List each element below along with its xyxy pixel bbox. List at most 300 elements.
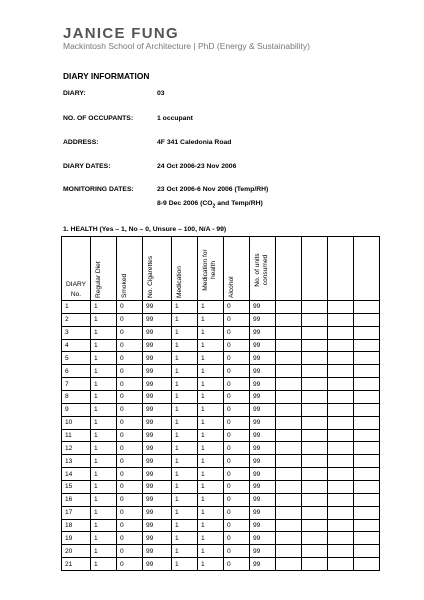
table-cell: 0: [224, 326, 250, 339]
table-cell: [276, 558, 302, 571]
table-row: [62, 493, 380, 506]
table-cell: [276, 313, 302, 326]
table-cell: 1: [172, 403, 198, 416]
table-row: [62, 545, 380, 558]
table-cell: [354, 442, 380, 455]
table-cell: 99: [143, 326, 172, 339]
table-cell: 1: [91, 442, 117, 455]
table-cell: 99: [250, 391, 276, 404]
diary-no-cell: 1: [62, 301, 91, 314]
table-cell: 1: [172, 326, 198, 339]
monitoring-dates-value: 23 Oct 2006-6 Nov 2006 (Temp/RH): [157, 186, 269, 193]
table-cell: [328, 442, 354, 455]
table-row: [62, 378, 380, 391]
table-cell: 0: [224, 558, 250, 571]
table-cell: [276, 493, 302, 506]
table-cell: [302, 391, 328, 404]
table-cell: 0: [117, 339, 143, 352]
table-cell: [276, 545, 302, 558]
table-cell: 99: [250, 506, 276, 519]
table-cell: 1: [172, 468, 198, 481]
table-cell: 99: [143, 365, 172, 378]
table-header-row: [62, 237, 380, 301]
table-cell: 1: [198, 429, 224, 442]
table-cell: [354, 532, 380, 545]
table-cell: 99: [143, 455, 172, 468]
table-cell: 1: [172, 558, 198, 571]
table-cell: [276, 352, 302, 365]
table-cell: 1: [198, 378, 224, 391]
table-cell: 99: [250, 468, 276, 481]
table-row: [62, 429, 380, 442]
table-row: [62, 416, 380, 429]
table-cell: 1: [172, 455, 198, 468]
table-cell: 1: [172, 378, 198, 391]
table-cell: 1: [91, 519, 117, 532]
table-cell: 99: [250, 442, 276, 455]
table-row: [62, 301, 380, 314]
table-cell: [354, 352, 380, 365]
monitoring-dates-label: MONITORING DATES:: [63, 186, 134, 193]
table-row: [62, 352, 380, 365]
table-cell: 99: [250, 365, 276, 378]
occupants-value: 1 occupant: [157, 115, 193, 122]
table-cell: 99: [143, 493, 172, 506]
table-cell: 0: [224, 416, 250, 429]
table-cell: [276, 442, 302, 455]
table-cell: 0: [117, 326, 143, 339]
table-cell: 99: [143, 352, 172, 365]
table-cell: [276, 506, 302, 519]
column-header: Medication: [172, 237, 198, 301]
table-cell: 99: [143, 558, 172, 571]
table-cell: 1: [91, 468, 117, 481]
table-cell: 1: [198, 339, 224, 352]
author-affiliation: Mackintosh School of Architecture | PhD (Energy & Sustainability): [63, 41, 310, 51]
table-row: [62, 506, 380, 519]
table-cell: [328, 301, 354, 314]
table-cell: 1: [198, 391, 224, 404]
table-cell: 0: [117, 545, 143, 558]
table-cell: 1: [91, 545, 117, 558]
table-cell: 0: [224, 442, 250, 455]
table-cell: 99: [143, 391, 172, 404]
table-cell: 99: [250, 519, 276, 532]
table-cell: [328, 365, 354, 378]
table-cell: 0: [117, 506, 143, 519]
table-cell: [302, 403, 328, 416]
table-cell: 1: [172, 391, 198, 404]
table-cell: [328, 532, 354, 545]
table-cell: 1: [91, 378, 117, 391]
table-cell: [276, 532, 302, 545]
diary-no-cell: 18: [62, 519, 91, 532]
table-cell: 99: [250, 352, 276, 365]
table-cell: [302, 455, 328, 468]
table-cell: [302, 558, 328, 571]
column-header: Regular Diet: [91, 237, 117, 301]
occupants-label: NO. OF OCCUPANTS:: [63, 115, 134, 122]
table-cell: [302, 468, 328, 481]
table-cell: 1: [91, 532, 117, 545]
table-cell: 99: [143, 468, 172, 481]
table-cell: [302, 365, 328, 378]
address-label: ADDRESS:: [63, 139, 99, 146]
diary-no-cell: 6: [62, 365, 91, 378]
table-cell: [276, 365, 302, 378]
table-cell: [354, 339, 380, 352]
table-cell: 99: [250, 493, 276, 506]
table-cell: 1: [172, 532, 198, 545]
diary-no-cell: 12: [62, 442, 91, 455]
table-cell: [354, 403, 380, 416]
table-cell: [328, 378, 354, 391]
table-cell: 0: [224, 493, 250, 506]
column-header: [328, 237, 354, 301]
table-cell: 0: [117, 352, 143, 365]
table-cell: [302, 519, 328, 532]
table-cell: 99: [143, 532, 172, 545]
table-cell: 0: [117, 481, 143, 494]
table-cell: 99: [250, 545, 276, 558]
table-cell: 99: [250, 313, 276, 326]
table-cell: 0: [117, 365, 143, 378]
table-cell: [276, 301, 302, 314]
table-cell: 1: [172, 416, 198, 429]
table-cell: 1: [172, 442, 198, 455]
table-cell: 0: [117, 519, 143, 532]
table-cell: 99: [250, 339, 276, 352]
table-cell: 1: [91, 481, 117, 494]
column-header: [354, 237, 380, 301]
table-cell: [302, 442, 328, 455]
table-cell: [276, 403, 302, 416]
table-cell: [302, 326, 328, 339]
table-cell: 0: [117, 442, 143, 455]
table-row: [62, 481, 380, 494]
table-cell: 0: [117, 403, 143, 416]
table-cell: 99: [250, 403, 276, 416]
diary-dates-label: DIARY DATES:: [63, 163, 111, 170]
table-cell: 1: [172, 519, 198, 532]
diary-no-cell: 5: [62, 352, 91, 365]
table-cell: 1: [91, 416, 117, 429]
table-cell: 1: [91, 326, 117, 339]
health-section-title: 1. HEALTH (Yes – 1, No – 0, Unsure – 100, N/A - 99): [63, 226, 227, 233]
table-cell: 1: [91, 403, 117, 416]
diary-no-cell: 4: [62, 339, 91, 352]
table-cell: 1: [198, 468, 224, 481]
table-cell: 99: [143, 519, 172, 532]
table-cell: [354, 558, 380, 571]
table-cell: 1: [198, 403, 224, 416]
table-cell: 0: [224, 532, 250, 545]
table-cell: 0: [117, 455, 143, 468]
table-cell: [354, 506, 380, 519]
table-cell: 1: [91, 301, 117, 314]
table-cell: 0: [224, 339, 250, 352]
table-cell: [354, 326, 380, 339]
table-cell: 1: [172, 493, 198, 506]
table-cell: 99: [143, 481, 172, 494]
table-cell: 0: [224, 365, 250, 378]
table-cell: 1: [198, 493, 224, 506]
table-cell: [276, 429, 302, 442]
table-cell: 0: [117, 493, 143, 506]
table-cell: [302, 481, 328, 494]
table-cell: 1: [198, 301, 224, 314]
table-cell: 1: [198, 532, 224, 545]
table-cell: [328, 416, 354, 429]
table-cell: 0: [224, 545, 250, 558]
column-header: [302, 237, 328, 301]
diary-no-cell: 14: [62, 468, 91, 481]
diary-dates-value: 24 Oct 2006-23 Nov 2006: [157, 163, 237, 170]
table-cell: 0: [224, 391, 250, 404]
table-cell: [328, 481, 354, 494]
table-cell: [328, 403, 354, 416]
table-cell: 1: [198, 313, 224, 326]
diary-no-cell: 16: [62, 493, 91, 506]
table-cell: [302, 545, 328, 558]
table-cell: 1: [91, 558, 117, 571]
table-cell: [328, 391, 354, 404]
table-cell: [276, 416, 302, 429]
table-cell: 1: [198, 442, 224, 455]
column-header: Medication for health: [198, 237, 224, 301]
diary-no-cell: 15: [62, 481, 91, 494]
table-cell: [276, 339, 302, 352]
diary-no-cell: 7: [62, 378, 91, 391]
diary-no-cell: 11: [62, 429, 91, 442]
diary-no-cell: 10: [62, 416, 91, 429]
table-cell: [354, 519, 380, 532]
table-cell: [328, 493, 354, 506]
table-row: [62, 339, 380, 352]
table-cell: [302, 429, 328, 442]
table-cell: 99: [143, 301, 172, 314]
table-cell: [354, 365, 380, 378]
column-header: No. of units consumed: [250, 237, 276, 301]
table-cell: [276, 326, 302, 339]
table-cell: [302, 339, 328, 352]
table-cell: 0: [224, 519, 250, 532]
table-cell: [328, 429, 354, 442]
table-cell: 99: [143, 442, 172, 455]
table-row: [62, 326, 380, 339]
column-header: Alcohol: [224, 237, 250, 301]
table-cell: 0: [224, 506, 250, 519]
table-row: [62, 403, 380, 416]
diary-no-cell: 17: [62, 506, 91, 519]
table-cell: [276, 468, 302, 481]
table-row: [62, 455, 380, 468]
table-cell: 99: [250, 416, 276, 429]
table-row: [62, 442, 380, 455]
diary-no-cell: 3: [62, 326, 91, 339]
diary-no-cell: 20: [62, 545, 91, 558]
table-cell: [276, 455, 302, 468]
table-cell: [354, 313, 380, 326]
table-cell: 0: [117, 532, 143, 545]
table-cell: 0: [117, 313, 143, 326]
table-cell: 99: [143, 403, 172, 416]
table-cell: [328, 519, 354, 532]
table-cell: 1: [172, 429, 198, 442]
table-cell: [354, 378, 380, 391]
table-cell: [328, 558, 354, 571]
table-cell: [328, 455, 354, 468]
table-cell: [302, 493, 328, 506]
table-cell: 99: [250, 481, 276, 494]
table-cell: [354, 468, 380, 481]
table-cell: 1: [172, 506, 198, 519]
table-cell: 0: [117, 301, 143, 314]
table-cell: 1: [172, 481, 198, 494]
address-value: 4F 341 Caledonia Road: [157, 139, 232, 146]
table-cell: 1: [198, 519, 224, 532]
table-cell: [276, 481, 302, 494]
table-cell: 1: [172, 352, 198, 365]
diary-no-cell: 2: [62, 313, 91, 326]
diary-no-cell: 8: [62, 391, 91, 404]
table-cell: [302, 378, 328, 391]
table-cell: 1: [198, 481, 224, 494]
table-cell: 0: [224, 468, 250, 481]
table-cell: 1: [91, 455, 117, 468]
table-cell: 99: [143, 378, 172, 391]
table-cell: [328, 545, 354, 558]
table-row: [62, 391, 380, 404]
table-cell: [328, 352, 354, 365]
monitoring-dates-value-2: 8-9 Dec 2006 ($CO_2$ and Temp/RH): [157, 200, 263, 210]
table-cell: [302, 352, 328, 365]
table-cell: 1: [91, 365, 117, 378]
diary-label: DIARY:: [63, 90, 86, 97]
table-cell: 1: [91, 429, 117, 442]
table-cell: 0: [224, 352, 250, 365]
table-cell: 1: [198, 326, 224, 339]
column-header: No. Cigarettes: [143, 237, 172, 301]
table-cell: 1: [91, 339, 117, 352]
table-cell: 0: [224, 403, 250, 416]
table-cell: 1: [198, 558, 224, 571]
table-cell: [354, 481, 380, 494]
table-cell: [354, 455, 380, 468]
table-cell: 99: [143, 429, 172, 442]
table-cell: [354, 545, 380, 558]
table-cell: 99: [143, 545, 172, 558]
table-row: [62, 313, 380, 326]
table-cell: [302, 313, 328, 326]
table-cell: 99: [250, 378, 276, 391]
table-cell: 1: [198, 365, 224, 378]
table-cell: 0: [224, 429, 250, 442]
table-cell: [328, 506, 354, 519]
table-cell: 99: [250, 532, 276, 545]
diary-no-header: DIARY No.: [62, 237, 91, 301]
table-cell: 0: [224, 378, 250, 391]
table-cell: 0: [117, 416, 143, 429]
table-cell: 0: [117, 558, 143, 571]
table-cell: 0: [117, 391, 143, 404]
table-cell: 99: [250, 558, 276, 571]
table-cell: 1: [172, 545, 198, 558]
table-row: [62, 365, 380, 378]
table-cell: 1: [172, 313, 198, 326]
table-cell: 1: [91, 352, 117, 365]
table-row: [62, 558, 380, 571]
diary-value: 03: [157, 90, 165, 97]
table-cell: [354, 493, 380, 506]
table-cell: [328, 339, 354, 352]
column-header: Smoked: [117, 237, 143, 301]
table-cell: [328, 468, 354, 481]
table-cell: 0: [224, 313, 250, 326]
table-row: [62, 468, 380, 481]
table-cell: [276, 378, 302, 391]
table-cell: [354, 429, 380, 442]
table-row: [62, 519, 380, 532]
diary-no-cell: 9: [62, 403, 91, 416]
diary-no-cell: 19: [62, 532, 91, 545]
table-cell: 0: [117, 468, 143, 481]
diary-no-cell: 21: [62, 558, 91, 571]
table-cell: 99: [143, 506, 172, 519]
table-cell: 1: [91, 506, 117, 519]
table-cell: [354, 416, 380, 429]
table-cell: 1: [91, 391, 117, 404]
table-cell: 1: [172, 301, 198, 314]
table-cell: 1: [172, 339, 198, 352]
table-cell: 99: [143, 339, 172, 352]
table-cell: [302, 532, 328, 545]
table-cell: 1: [91, 313, 117, 326]
table-cell: 1: [198, 506, 224, 519]
table-cell: 0: [224, 455, 250, 468]
table-cell: 99: [250, 301, 276, 314]
health-table: [61, 236, 380, 571]
table-cell: [328, 313, 354, 326]
table-cell: 1: [198, 455, 224, 468]
table-cell: [276, 391, 302, 404]
author-name: JANICE FUNG: [63, 25, 179, 42]
table-cell: [276, 519, 302, 532]
table-cell: 0: [117, 429, 143, 442]
table-cell: [354, 301, 380, 314]
table-cell: [302, 506, 328, 519]
table-cell: [302, 416, 328, 429]
table-cell: 0: [224, 481, 250, 494]
table-cell: [328, 326, 354, 339]
table-cell: 1: [198, 545, 224, 558]
table-cell: 1: [172, 365, 198, 378]
column-header: [276, 237, 302, 301]
table-cell: 1: [91, 493, 117, 506]
table-cell: [302, 301, 328, 314]
table-cell: 99: [250, 455, 276, 468]
diary-no-cell: 13: [62, 455, 91, 468]
table-cell: 99: [143, 313, 172, 326]
table-cell: 1: [198, 416, 224, 429]
table-cell: 99: [250, 326, 276, 339]
table-cell: 99: [143, 416, 172, 429]
table-cell: 99: [250, 429, 276, 442]
table-cell: 1: [198, 352, 224, 365]
table-row: [62, 532, 380, 545]
table-cell: [354, 391, 380, 404]
table-cell: 0: [224, 301, 250, 314]
